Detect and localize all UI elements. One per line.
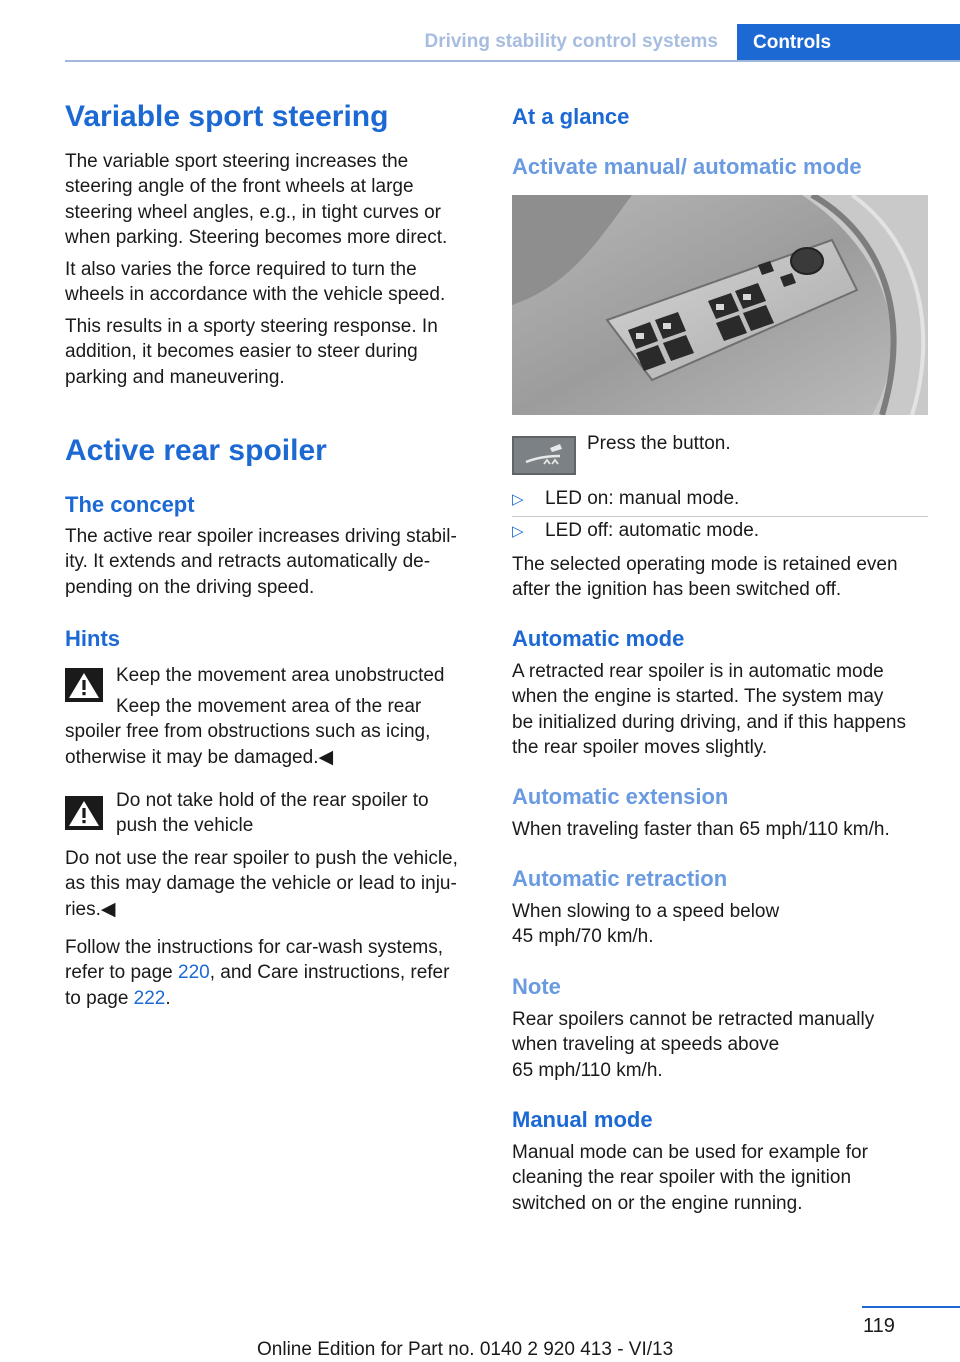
list-item: ▷ LED on: manual mode. [512,488,740,509]
list-item: ▷ LED off: automatic mode. [512,520,760,541]
triangle-bullet-icon: ▷ [512,523,524,540]
vss-paragraph-2: It also varies the force required to turn the wheels in accordance with the vehicle speed. [65,259,446,306]
section-title-variable-sport-steering: Variable sport steering [65,100,389,133]
page-number: 119 [863,1315,895,1337]
note-paragraph: Rear spoilers cannot be retracted manually when traveling at speeds above 65 mph/110 km/h. [512,1009,875,1081]
warning-2-body: Do not use the rear spoiler to push the vehicle, as this may damage the vehicle or lead to inju‐ ries.◀ [65,848,458,920]
warning-1-title: Keep the movement area unobstructed [116,665,445,686]
warning-triangle-icon [65,796,103,830]
warning-2-title: Do not take hold of the rear spoiler to push the vehicle [116,790,429,837]
concept-paragraph: The active rear spoiler increases driving stabil‐ ity. It extends and retracts automatically de‐ pending on the driving speed. [65,526,457,598]
subsection-title-automatic-extension: Automatic extension [512,784,729,809]
list-divider [512,516,928,517]
automatic-extension-paragraph: When traveling faster than 65 mph/110 km/h. [512,819,890,840]
retained-paragraph: The selected operating mode is retained even after the ignition has been switched off. [512,554,898,601]
rear-spoiler-button-icon [512,436,576,475]
subsection-title-automatic-retraction: Automatic retraction [512,866,728,891]
footer-edition: Online Edition for Part no. 0140 2 920 413 - VI/13 [257,1339,674,1360]
automatic-mode-paragraph: A retracted rear spoiler is in automatic mode when the engine is started. The system may be initialized during driving, and if this happens the rear spoiler moves slightly. [512,661,906,758]
page-link-222[interactable]: 222 [133,987,166,1009]
subsection-title-automatic-mode: Automatic mode [512,626,685,651]
subsection-title-activate-mode: Activate manual/ automatic mode [512,154,862,179]
section-title-active-rear-spoiler: Active rear spoiler [65,434,327,467]
manual-mode-paragraph: Manual mode can be used for example for cleaning the rear spoiler with the ignition switched on or the engine running. [512,1142,868,1214]
press-button-caption: Press the button. [587,433,731,454]
door-panel-photo [512,195,928,415]
header-rule [65,60,960,62]
subsection-title-manual-mode: Manual mode [512,1107,653,1132]
subsection-title-concept: The concept [65,492,195,517]
automatic-retraction-paragraph: When slowing to a speed below 45 mph/70 km/h. [512,901,780,948]
header-section-title: Driving stability control systems [424,31,718,52]
subsection-title-hints: Hints [65,626,120,651]
triangle-bullet-icon: ▷ [512,491,524,508]
vss-paragraph-1: The variable sport steering increases the steering angle of the front wheels at large steering wheel angles, e.g., in tight curves or when parking. Steering becomes more direct. [65,151,448,248]
page-link-220[interactable]: 220 [178,962,210,984]
subsection-title-at-a-glance: At a glance [512,104,630,129]
vss-paragraph-3: This results in a sporty steering response. In addition, it becomes easier to steer during parking and maneuvering. [65,316,438,388]
footer-rule [862,1306,960,1308]
subsection-title-note: Note [512,974,561,999]
care-instructions-paragraph: Follow the instructions for car-wash systems, refer to page 220, and Care instructions, refer to page 222. [65,937,450,1009]
header-chapter-tab[interactable]: Controls [737,24,960,62]
warning-1-body: Keep the movement area of the rear spoiler free from obstructions such as icing, otherwise it may be damaged.◀ [65,696,431,768]
